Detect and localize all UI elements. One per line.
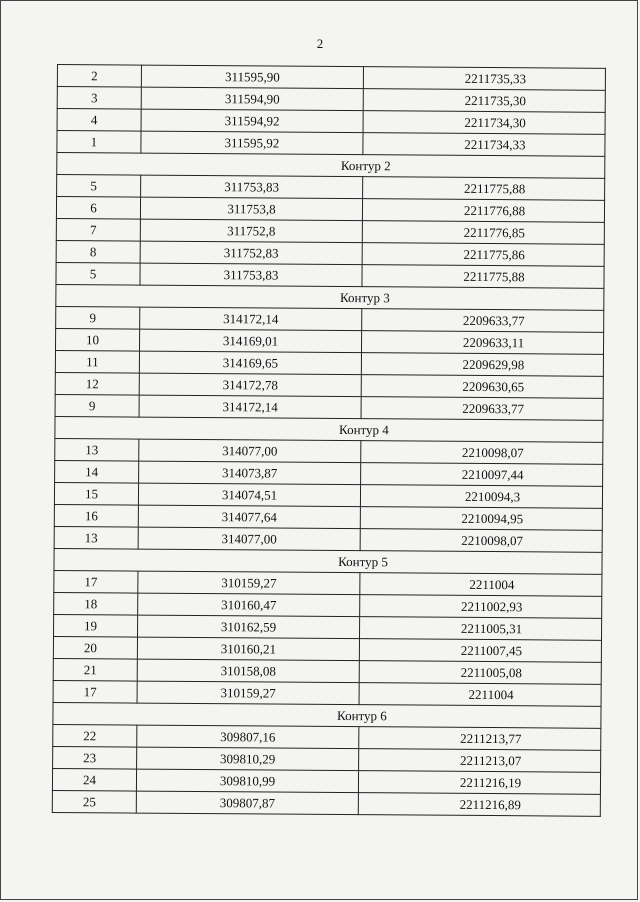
y-coordinate-cell: 2211005,31 — [359, 617, 601, 641]
point-number-cell: 12 — [55, 372, 139, 395]
point-number-cell: 14 — [55, 460, 139, 483]
x-coordinate-cell: 314073,87 — [139, 461, 361, 485]
y-coordinate-cell: 2209633,77 — [362, 309, 604, 333]
y-coordinate-cell: 2211004 — [360, 573, 602, 597]
x-coordinate-cell: 314169,01 — [139, 329, 361, 353]
y-coordinate-cell: 2211735,33 — [363, 67, 605, 91]
x-coordinate-cell: 311753,83 — [140, 263, 362, 287]
y-coordinate-cell: 2210098,07 — [361, 441, 603, 465]
point-number-cell: 9 — [56, 306, 140, 329]
x-coordinate-cell: 310160,47 — [138, 593, 360, 617]
point-number-cell: 11 — [55, 350, 139, 373]
point-number-cell: 15 — [54, 482, 138, 505]
y-coordinate-cell: 2210094,3 — [360, 485, 602, 509]
table-row — [52, 790, 600, 816]
x-coordinate-cell: 314172,14 — [139, 395, 361, 419]
y-coordinate-cell: 2211775,88 — [362, 265, 604, 289]
x-coordinate-cell: 314077,64 — [138, 505, 360, 529]
contour-title: Контур 6 — [53, 702, 601, 728]
y-coordinate-cell: 2211007,45 — [359, 639, 601, 663]
y-coordinate-cell: 2211776,85 — [362, 221, 604, 245]
point-number-cell: 9 — [55, 394, 139, 417]
point-number-cell: 4 — [57, 109, 141, 132]
point-number-cell: 21 — [53, 658, 137, 681]
y-coordinate-cell: 2210098,07 — [360, 529, 602, 553]
contour-title: Контур 2 — [57, 153, 605, 179]
y-coordinate-cell: 2210097,44 — [361, 463, 603, 487]
x-coordinate-cell: 314077,00 — [138, 527, 360, 551]
x-coordinate-cell: 309807,16 — [137, 725, 359, 749]
page-number: 2 — [316, 36, 324, 51]
y-coordinate-cell: 2211734,30 — [363, 111, 605, 135]
point-number-cell: 3 — [57, 87, 141, 110]
point-number-cell: 16 — [54, 504, 138, 527]
contour-title: Контур 4 — [55, 416, 603, 442]
point-number-cell: 24 — [52, 768, 136, 791]
contour-title: Контур 3 — [56, 284, 604, 310]
contour-title: Контур 5 — [54, 548, 602, 574]
y-coordinate-cell: 2209633,11 — [361, 331, 603, 355]
y-coordinate-cell: 2211005,08 — [359, 661, 601, 685]
x-coordinate-cell: 310159,27 — [138, 571, 360, 595]
point-number-cell: 1 — [57, 131, 141, 154]
y-coordinate-cell: 2211213,77 — [359, 727, 601, 751]
y-coordinate-cell: 2211775,86 — [362, 243, 604, 267]
point-number-cell: 7 — [56, 218, 140, 241]
x-coordinate-cell: 311752,83 — [140, 241, 362, 265]
point-number-cell: 17 — [54, 570, 138, 593]
x-coordinate-cell: 309807,87 — [136, 791, 358, 815]
y-coordinate-cell: 2211002,93 — [360, 595, 602, 619]
point-number-cell: 2 — [57, 65, 141, 88]
x-coordinate-cell: 311595,92 — [141, 131, 363, 155]
coordinates-table-body — [52, 65, 605, 817]
x-coordinate-cell: 310159,27 — [137, 681, 359, 705]
x-coordinate-cell: 309810,99 — [136, 769, 358, 793]
point-number-cell: 23 — [53, 746, 137, 769]
point-number-cell: 8 — [56, 240, 140, 263]
y-coordinate-cell: 2211775,88 — [363, 177, 605, 201]
y-coordinate-cell: 2211216,19 — [358, 771, 600, 795]
x-coordinate-cell: 311594,92 — [141, 109, 363, 133]
x-coordinate-cell: 314169,65 — [139, 351, 361, 375]
x-coordinate-cell: 314172,14 — [140, 307, 362, 331]
x-coordinate-cell: 311753,8 — [140, 197, 362, 221]
coordinates-table — [52, 64, 606, 817]
x-coordinate-cell: 310158,08 — [137, 659, 359, 683]
x-coordinate-cell: 311594,90 — [141, 87, 363, 111]
x-coordinate-cell: 314172,78 — [139, 373, 361, 397]
y-coordinate-cell: 2211734,33 — [363, 133, 605, 157]
x-coordinate-cell: 310162,59 — [138, 615, 360, 639]
y-coordinate-cell: 2209633,77 — [361, 397, 603, 421]
point-number-cell: 10 — [55, 328, 139, 351]
point-number-cell: 17 — [53, 680, 137, 703]
x-coordinate-cell: 311752,8 — [140, 219, 362, 243]
y-coordinate-cell: 2211213,07 — [359, 749, 601, 773]
point-number-cell: 5 — [56, 262, 140, 285]
x-coordinate-cell: 311595,90 — [141, 65, 363, 89]
point-number-cell: 5 — [57, 175, 141, 198]
y-coordinate-cell: 2210094,95 — [360, 507, 602, 531]
point-number-cell: 13 — [55, 438, 139, 461]
point-number-cell: 19 — [54, 614, 138, 637]
point-number-cell: 22 — [53, 724, 137, 747]
x-coordinate-cell: 314077,00 — [139, 439, 361, 463]
y-coordinate-cell: 2211216,89 — [358, 793, 600, 817]
y-coordinate-cell: 2211735,30 — [363, 89, 605, 113]
x-coordinate-cell: 310160,21 — [137, 637, 359, 661]
y-coordinate-cell: 2209630,65 — [361, 375, 603, 399]
y-coordinate-cell: 2211776,88 — [362, 199, 604, 223]
x-coordinate-cell: 311753,83 — [141, 175, 363, 199]
x-coordinate-cell: 314074,51 — [138, 483, 360, 507]
y-coordinate-cell: 2209629,98 — [361, 353, 603, 377]
point-number-cell: 6 — [56, 197, 140, 220]
point-number-cell: 25 — [52, 790, 136, 813]
point-number-cell: 13 — [54, 526, 138, 549]
x-coordinate-cell: 309810,29 — [137, 747, 359, 771]
point-number-cell: 18 — [54, 592, 138, 615]
y-coordinate-cell: 2211004 — [359, 683, 601, 707]
point-number-cell: 20 — [53, 636, 137, 659]
